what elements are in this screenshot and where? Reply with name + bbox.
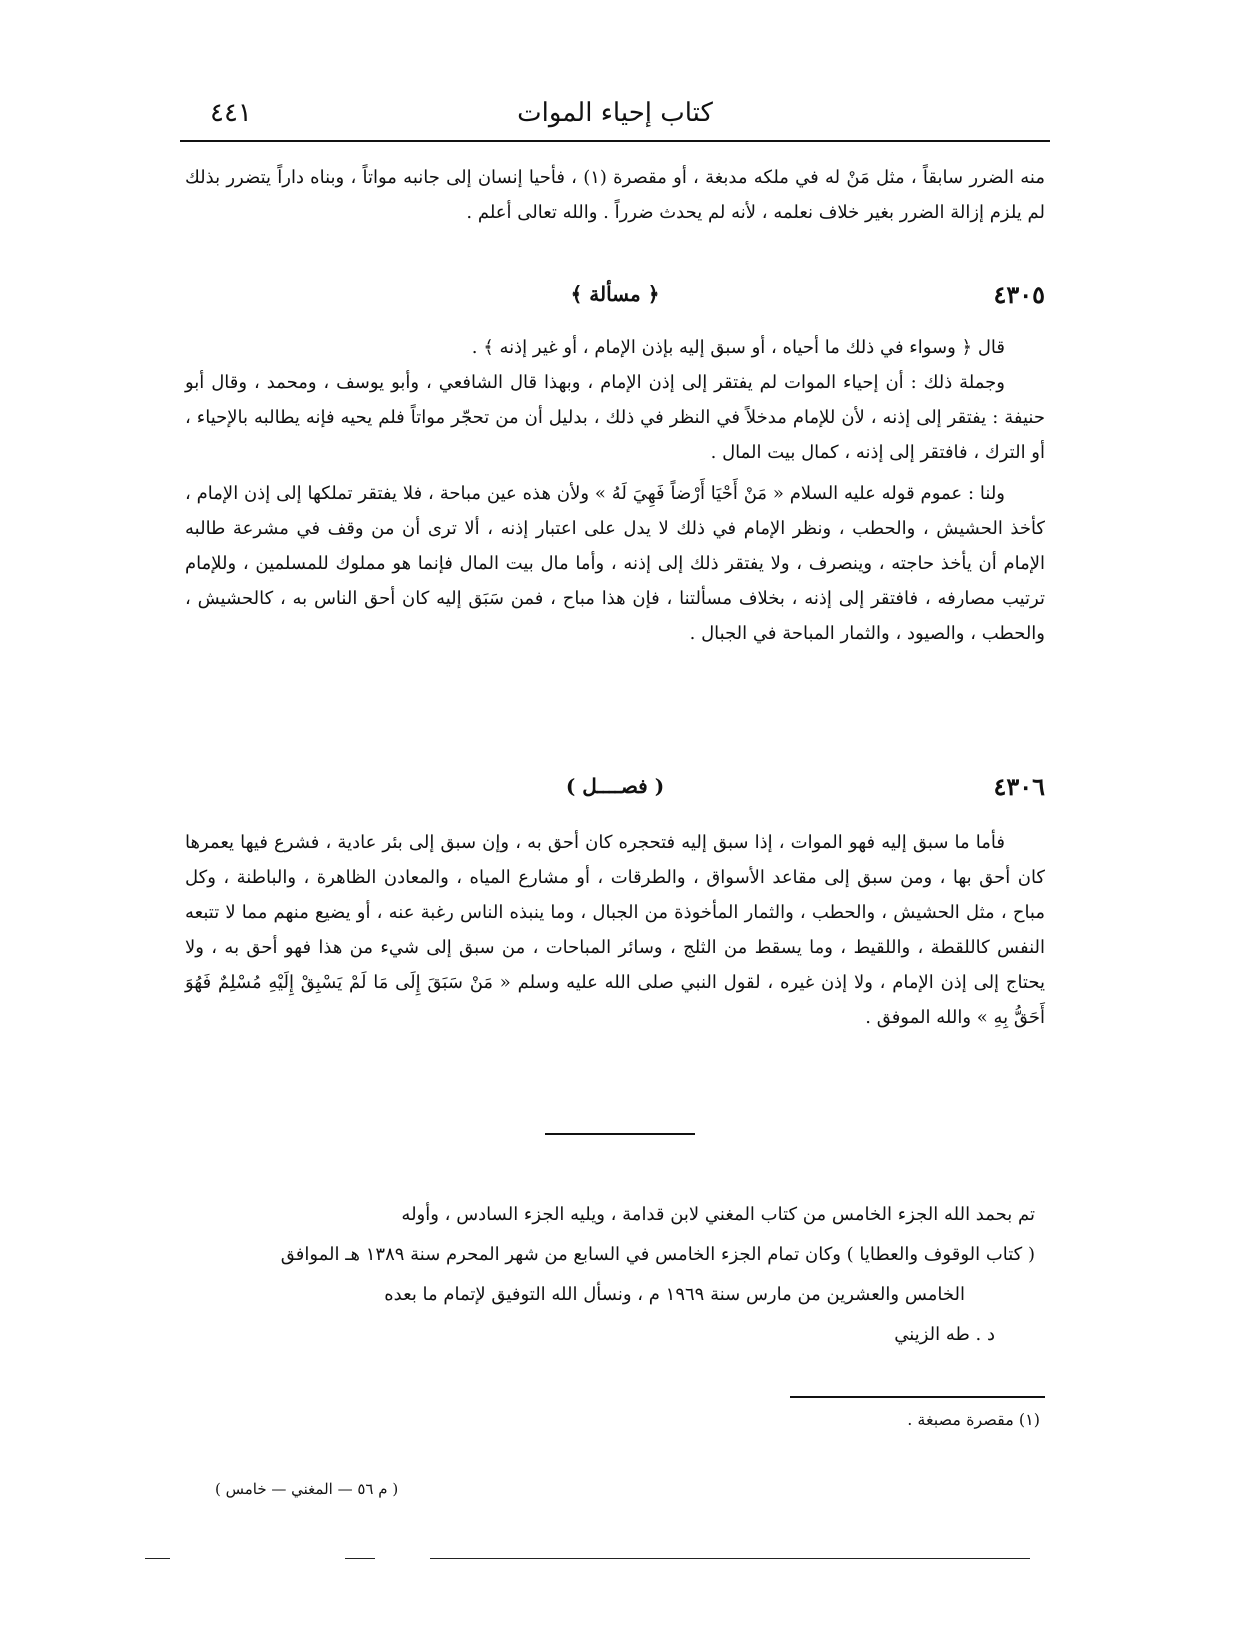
colophon bbox=[205, 1195, 1035, 1355]
bottom-rule bbox=[145, 1558, 170, 1559]
colophon-signature: د . طه الزيني bbox=[894, 1324, 995, 1345]
section-heading-4305 bbox=[185, 280, 1045, 320]
sheet-signature: ( م ٥٦ — المغني — خامس ) bbox=[215, 1480, 399, 1498]
colophon-line: الخامس والعشرين من مارس سنة ١٩٦٩ م ، ونسأل الله التوفيق لإتمام ما بعده bbox=[384, 1284, 965, 1305]
page-header bbox=[180, 92, 1050, 142]
colophon-line: تم بحمد الله الجزء الخامس من كتاب المغني لابن قدامة ، ويليه الجزء السادس ، وأوله bbox=[401, 1204, 1035, 1225]
section-heading-4306 bbox=[185, 772, 1045, 812]
bottom-rule bbox=[430, 1558, 1030, 1559]
section-4305-body bbox=[185, 330, 1045, 651]
section-quote: قال ﴿ وسواء في ذلك ما أحياه ، أو سبق إليه بإذن الإمام ، أو غير إذنه ﴾ . bbox=[471, 337, 1005, 358]
section-paragraph: وجملة ذلك : أن إحياء الموات لم يفتقر إلى إذن الإمام ، وبهذا قال الشافعي ، وأبو يوسف ، ومحمد ، وقال أبو حنيفة : يفتقر إلى إذنه ، لأن للإمام مدخلاً في النظر في ذلك ، بدليل أن من تحجّر مواتاً فلم يحيه فإنه يطالبه بالإحياء ، أو الترك ، فافتقر إلى إذنه ، كمال بيت المال . bbox=[185, 372, 1045, 463]
bottom-rule bbox=[345, 1558, 375, 1559]
intro-paragraph-block bbox=[185, 160, 1045, 230]
running-title: كتاب إحياء الموات bbox=[517, 98, 713, 128]
intro-paragraph: منه الضرر سابقاً ، مثل مَنْ له في ملكه مدبغة ، أو مقصرة (١) ، فأحيا إنسان إلى جانبه مواتاً ، وبناه داراً يتضرر بذلك لم يلزم إزالة الضرر بغير خلاف نعلمه ، لأنه لم يحدث ضرراً . والله تعالى أعلم . bbox=[185, 167, 1045, 223]
section-number: ٤٣٠٥ bbox=[993, 280, 1045, 309]
section-label: ( فصــــل ) bbox=[565, 774, 665, 798]
footnote-rule bbox=[790, 1396, 1045, 1398]
header-rule bbox=[180, 140, 1050, 142]
footnote: (١) مقصرة مصبغة . bbox=[907, 1410, 1040, 1429]
section-number: ٤٣٠٦ bbox=[993, 772, 1045, 801]
section-label: ﴿ مسألة ﴾ bbox=[570, 282, 660, 306]
section-paragraph: ولنا : عموم قوله عليه السلام « مَنْ أَحْيَا أَرْضاً فَهِيَ لَهُ » ولأن هذه عين مباحة ، فلا يفتقر تملكها إلى إذن الإمام ، كأخذ الحشيش ، والحطب ، ونظر الإمام في ذلك لا يدل على اعتبار إذنه ، ألا ترى أن من وقف في مشرعة طالبه الإمام أن يأخذ حاجته ، وينصرف ، ولا يفتقر ذلك إلى إذنه ، وأما مال بيت المال فإنما هو مملوك للمسلمين ، وللإمام ترتيب مصارفه ، فافتقر إلى إذنه ، بخلاف مسألتنا ، فإن هذا مباح ، فمن سَبَق إليه كان أحق الناس به ، كالحشيش ، والحطب ، والصيود ، والثمار المباحة في الجبال . bbox=[185, 483, 1045, 644]
colophon-line: ( كتاب الوقوف والعطايا ) وكان تمام الجزء الخامس في السابع من شهر المحرم سنة ١٣٨٩ هـ الموافق bbox=[280, 1244, 1035, 1265]
section-paragraph: فأما ما سبق إليه فهو الموات ، إذا سبق إليه فتحجره كان أحق به ، وإن سبق إلى بئر عادية ، فشرع فيها يعمرها كان أحق بها ، ومن سبق إلى مقاعد الأسواق ، والطرقات ، أو مشارع المياه ، والمعادن الظاهرة ، والباطنة ، وكل مباح ، مثل الحشيش ، والحطب ، والثمار المأخوذة من الجبال ، وما ينبذه الناس رغبة عنه ، أو يضيع منهم مما لا تتبعه النفس كاللقطة ، واللقيط ، وما يسقط من الثلج ، وسائر المباحات ، من سبق إلى شيء من هذا فهو أحق به ، ولا يحتاج إلى إذن الإمام ، ولا إذن غيره ، لقول النبي صلى الله عليه وسلم « مَنْ سَبَقَ إِلَى مَا لَمْ يَسْبِقْ إِلَيْهِ مُسْلِمٌ فَهُوَ أَحَقُّ بِهِ » والله الموفق . bbox=[185, 832, 1045, 1028]
section-divider bbox=[545, 1133, 695, 1135]
page-number: ٤٤١ bbox=[210, 98, 252, 128]
section-4306-body bbox=[185, 825, 1045, 1035]
